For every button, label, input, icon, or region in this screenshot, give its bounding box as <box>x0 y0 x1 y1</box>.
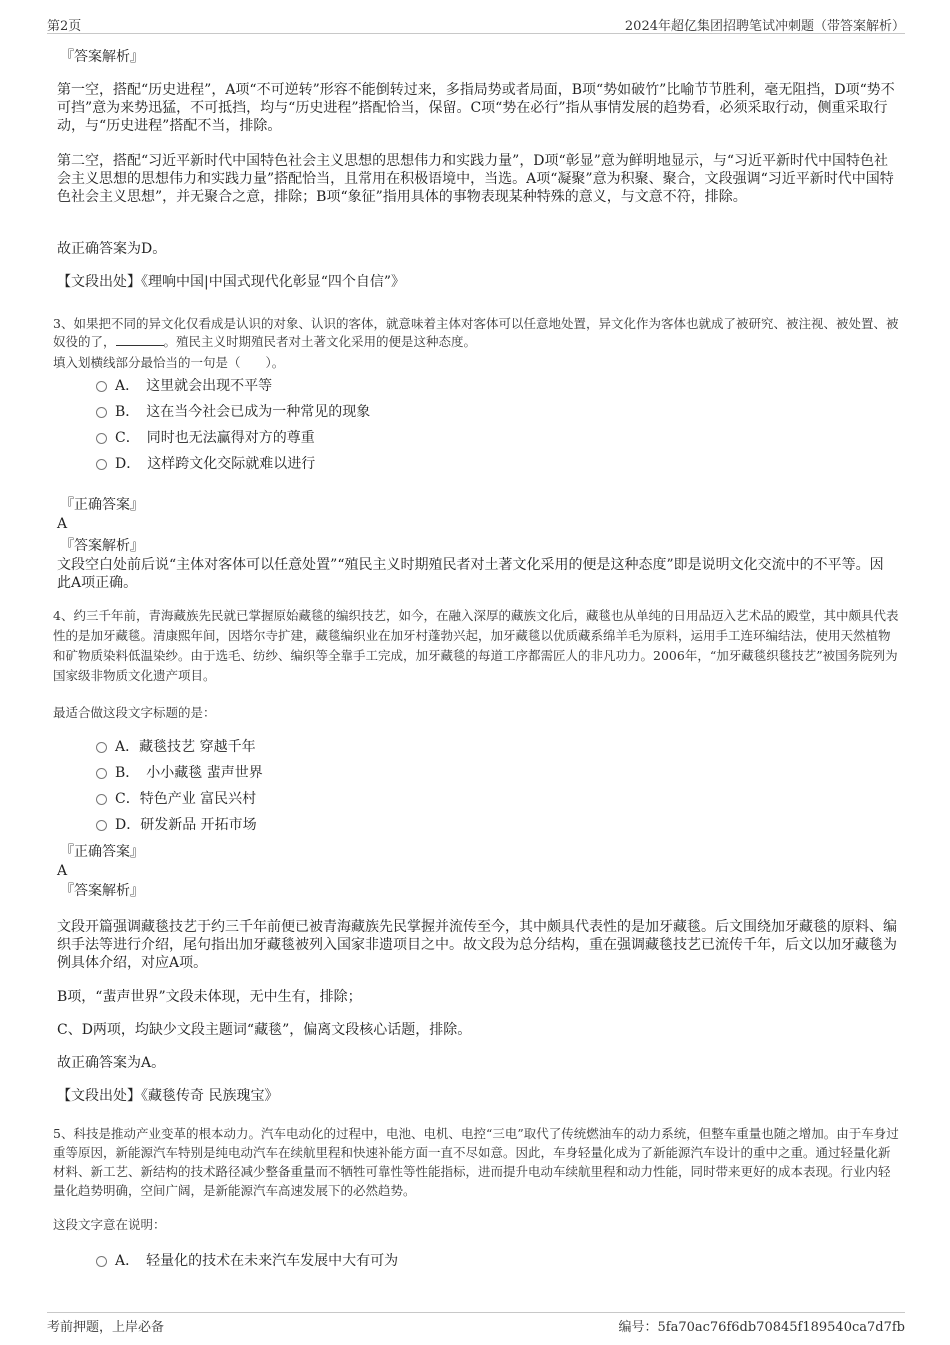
q4-analysis-p3: C、D两项，均缺少文段主题词“藏毯”，偏离文段核心话题，排除。 <box>57 1022 472 1038</box>
q3-stem: 3、如果把不同的异文化仅看成是认识的对象、认识的客体，就意味着主体对客体可以任意地处置，异文化作为客体也就成了被研究、被注视、被处置、被奴役的了， 。殖民主义时期殖民者对土著文化采用的便是这种态度。 <box>53 316 899 349</box>
radio-icon[interactable] <box>96 407 107 418</box>
q2-analysis-p2: 第二空，搭配“习近平新时代中国特色社会主义思想的思想伟力和实践力量”，D项“彰显”意为鲜明地显示，与“习近平新时代中国特色社会主义思想的思想伟力和实践力量”搭配恰当，且常用在积极语境中，当选。A项“凝聚”意为积聚、聚合，文段强调“习近平新时代中国特色社会主义思想”，并无聚合之意，排除；B项“象征”指用具体的事物表现某种特殊的意义，与文意不符，排除。 <box>57 153 894 205</box>
document-id: 编号：5fa70ac76f6db70845f189540ca7d7fb <box>618 1320 905 1335</box>
q3-analysis-label: 『答案解析』 <box>60 538 144 554</box>
q4-analysis-label: 『答案解析』 <box>60 883 144 899</box>
q3-option-d[interactable]: D． 这样跨文化交际就难以进行 <box>96 455 315 473</box>
q2-conclusion: 故正确答案为D。 <box>57 241 167 257</box>
q3-option-a[interactable]: A． 这里就会出现不平等 <box>96 377 272 395</box>
q4-option-c[interactable]: C．特色产业 富民兴村 <box>96 790 256 808</box>
q3-analysis: 文段空白处前后说“主体对客体可以任意处置”“殖民主义时期殖民者对土著文化采用的便是这种态度”即是说明文化交流中的不平等。因此A项正确。 <box>57 557 884 591</box>
radio-icon[interactable] <box>96 742 107 753</box>
radio-icon[interactable] <box>96 459 107 470</box>
q2-source: 【文段出处】《理响中国|中国式现代化彰显“四个自信”》 <box>57 274 406 290</box>
radio-icon[interactable] <box>96 1256 107 1267</box>
q4-analysis-p2: B项，“蜚声世界”文段未体现，无中生有，排除； <box>57 989 362 1005</box>
page-header <box>47 14 905 34</box>
q2-analysis-p1: 第一空，搭配“历史进程”，A项“不可逆转”形容不能倒转过来，多指局势或者局面，B项“势如破竹”比喻节节胜利，毫无阻挡，D项“势不可挡”意为来势迅猛，不可抵挡，均与“历史进程”搭配恰当，保留。C项“势在必行”指从事情发展的趋势看，必须采取行动，侧重采取行动，与“历史进程”搭配不当，排除。 <box>57 82 895 134</box>
radio-icon[interactable] <box>96 768 107 779</box>
q2-analysis-label: 『答案解析』 <box>60 49 144 65</box>
q3-option-b[interactable]: B． 这在当今社会已成为一种常见的现象 <box>96 403 370 421</box>
q4-option-a[interactable]: A．藏毯技艺 穿越千年 <box>96 738 256 756</box>
radio-icon[interactable] <box>96 794 107 805</box>
page-footer <box>47 1312 905 1334</box>
q4-answer: A <box>57 863 68 879</box>
page-number: 第2页 <box>47 19 82 34</box>
document-title: 2024年超亿集团招聘笔试冲刺题（带答案解析） <box>624 19 905 34</box>
radio-icon[interactable] <box>96 433 107 444</box>
q5-option-a[interactable]: A． 轻量化的技术在未来汽车发展中大有可为 <box>96 1252 398 1270</box>
radio-icon[interactable] <box>96 381 107 392</box>
q4-analysis-p1: 文段开篇强调藏毯技艺于约三千年前便已被青海藏族先民掌握并流传至今，其中颇具代表性的是加牙藏毯。后文围绕加牙藏毯的原料、编织手法等进行介绍，尾句指出加牙藏毯被列入国家非遗项目之中。故文段为总分结构，重在强调藏毯技艺已流传千年，后文以加牙藏毯为例具体介绍，对应A项。 <box>57 919 897 971</box>
q4-source: 【文段出处】《藏毯传奇 民族瑰宝》 <box>57 1088 279 1104</box>
q4-option-b[interactable]: B． 小小藏毯 蜚声世界 <box>96 764 263 782</box>
q3-answer: A <box>57 516 68 532</box>
q4-option-d[interactable]: D．研发新品 开拓市场 <box>96 816 257 834</box>
q3-blank <box>116 334 164 346</box>
radio-icon[interactable] <box>96 820 107 831</box>
q5-prompt: 这段文字意在说明： <box>53 1217 166 1232</box>
q4-answer-label: 『正确答案』 <box>60 844 144 860</box>
q4-conclusion: 故正确答案为A。 <box>57 1055 166 1071</box>
footer-slogan: 考前押题，上岸必备 <box>47 1320 165 1335</box>
q3-option-c[interactable]: C． 同时也无法赢得对方的尊重 <box>96 429 315 447</box>
q5-stem: 5、科技是推动产业变革的根本动力。汽车电动化的过程中，电池、电机、电控“三电”取代了传统燃油车的动力系统，但整车重量也随之增加。由于车身过重等原因，新能源汽车特别是纯电动汽车在续航里程和快速补能方面一直不尽如意。因此，车身轻量化成为了新能源汽车设计的重中之重。通过轻量化新材料、新工艺、新结构的技术路径减少整备重量而不牺牲可靠性等性能指标，进而提升电动车续航里程和动力性能，同时带来更好的成本表现。行业内轻量化趋势明确，空间广阔，是新能源汽车高速发展下的必然趋势。 <box>53 1126 899 1198</box>
q4-prompt: 最适合做这段文字标题的是： <box>53 705 216 720</box>
q4-stem: 4、约三千年前，青海藏族先民就已掌握原始藏毯的编织技艺，如今，在融入深厚的藏族文化后，藏毯也从单纯的日用品迈入艺术品的殿堂，其中颇具代表性的是加牙藏毯。清康熙年间，因塔尔寺扩建，藏毯编织业在加牙村蓬勃兴起，加牙藏毯以优质藏系绵羊毛为原料，运用手工连环编结法，使用天然植物和矿物质染料低温染纱。由于选毛、纺纱、编织等全靠手工完成，加牙藏毯的每道工序都需匠人的非凡功力。2006年，“加牙藏毯织毯技艺”被国务院列为国家级非物质文化遗产项目。 <box>53 608 899 683</box>
q3-answer-label: 『正确答案』 <box>60 497 144 513</box>
q3-prompt: 填入划横线部分最恰当的一句是（ ）。 <box>53 355 285 370</box>
